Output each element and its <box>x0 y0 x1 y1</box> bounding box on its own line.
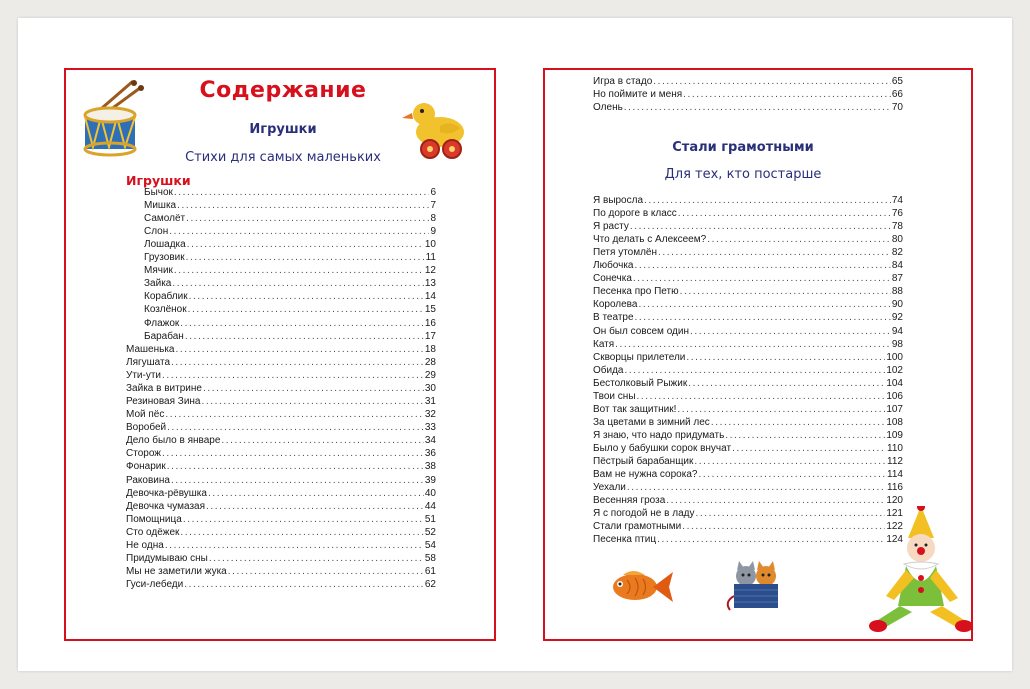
toc-dot-leader <box>209 552 424 565</box>
toc-entry <box>126 500 436 513</box>
toc-dot-leader <box>172 277 424 290</box>
toc-page-number: 10 <box>424 239 436 251</box>
toc-entry <box>126 434 436 447</box>
toc-page-number: 13 <box>424 278 436 290</box>
toc-dot-leader <box>658 246 891 259</box>
toc-dot-leader <box>624 101 891 114</box>
toc-entry-title: Флажок <box>144 317 180 329</box>
toc-dot-leader <box>177 199 429 212</box>
toc-dot-leader <box>635 259 891 272</box>
toc-page-number: 120 <box>886 495 903 507</box>
toc-dot-leader <box>638 298 890 311</box>
toc-entry-title: Песенка птиц <box>593 534 657 546</box>
toc-entry-title: Воробей <box>126 422 167 434</box>
toc-page-number: 30 <box>424 383 436 395</box>
toc-page-number: 106 <box>886 390 903 402</box>
toc-page-number: 70 <box>891 102 903 114</box>
toc-dot-leader <box>175 343 423 356</box>
toc-entry-title: Олень <box>593 102 623 114</box>
toc-entry <box>126 356 436 369</box>
group-label-toys: Игрушки <box>126 173 191 188</box>
toc-entry <box>144 212 436 225</box>
toc-page-number: 92 <box>891 312 903 324</box>
toc-entry-title: Я расту <box>593 221 629 233</box>
toc-dot-leader <box>228 565 424 578</box>
toc-entry <box>126 578 436 591</box>
toc-entry-title: Он был совсем один <box>593 325 689 337</box>
toc-dot-leader <box>221 434 423 447</box>
toc-entry-title: Но поймите и меня <box>593 89 683 101</box>
toc-entry-title: Бычок <box>144 187 173 198</box>
toc-dot-leader <box>677 403 885 416</box>
toc-page-number: 114 <box>887 469 903 481</box>
toc-entry-title: Дело было в январе <box>126 435 221 447</box>
toc-entry <box>593 494 903 507</box>
toc-page-number: 65 <box>891 76 903 87</box>
toc-page-number: 44 <box>424 500 436 512</box>
toc-entry-title: Весенняя гроза <box>593 495 666 507</box>
toc-dot-leader <box>171 474 424 487</box>
toc-entry-title: Я выросла <box>593 195 644 206</box>
toc-entry-title: Сонечка <box>593 273 632 285</box>
toc-dot-leader <box>635 311 891 324</box>
toc-dot-leader <box>690 325 891 338</box>
toc-page-number: 82 <box>891 247 903 259</box>
toc-entry <box>593 101 903 114</box>
toc-dot-leader <box>174 264 424 277</box>
toc-page-number: 34 <box>424 435 436 447</box>
toc-entry-title: Что делать с Алексеем? <box>593 234 707 246</box>
toc-entry <box>126 382 436 395</box>
toc-entry-title: Песенка про Петю <box>593 286 679 298</box>
toc-entry <box>593 194 903 207</box>
toc-entry <box>593 364 903 377</box>
toc-dot-leader <box>186 251 425 264</box>
toc-dot-leader <box>187 238 424 251</box>
toc-entry-title: Я с погодой не в ладу <box>593 508 695 520</box>
toc-entry <box>593 233 903 246</box>
toc-page-number: 122 <box>886 521 903 533</box>
toc-dot-leader <box>162 369 424 382</box>
toc-entry-title: За цветами в зимний лес <box>593 416 710 428</box>
subtitle-older: Для тех, кто постарше <box>664 167 822 182</box>
toc-entry <box>126 395 436 408</box>
toc-entry-title: Грузовик <box>144 252 185 264</box>
toc-entry-title: Обида <box>593 364 624 376</box>
toc-page-number: 80 <box>891 234 903 246</box>
toc-page-number: 100 <box>886 351 903 363</box>
toc-entry <box>126 565 436 578</box>
toc-entry <box>593 507 903 520</box>
toc-dot-leader <box>185 330 424 343</box>
toc-dot-leader <box>637 390 886 403</box>
toc-entry <box>593 533 903 546</box>
toc-dot-leader <box>171 356 424 369</box>
toc-dot-leader <box>682 520 885 533</box>
toc-dot-leader <box>615 338 891 351</box>
toc-page-number: 110 <box>887 442 903 454</box>
toc-entry <box>144 277 436 290</box>
toc-entry-title: В театре <box>593 312 634 324</box>
toc-dot-leader <box>208 487 424 500</box>
toc-entry <box>593 246 903 259</box>
toc-entry <box>126 421 436 434</box>
goldfish-icon <box>605 566 675 608</box>
subtitle-youngest: Стихи для самых маленьких <box>185 150 381 165</box>
toc-page-number: 15 <box>424 304 436 316</box>
toc-entry-title: Зайка в витрине <box>126 383 202 395</box>
toc-page-number: 12 <box>424 265 436 277</box>
toc-dot-leader <box>633 272 891 285</box>
toc-entry-title: Мячик <box>144 265 173 277</box>
toc-entry <box>593 351 903 364</box>
toc-dot-leader <box>711 416 886 429</box>
toc-page-number: 31 <box>424 396 436 408</box>
toc-entry <box>593 442 903 455</box>
toc-entry <box>126 474 436 487</box>
toc-page-number: 62 <box>424 578 436 590</box>
toc-entry-title: Я знаю, что надо придумать <box>593 429 725 441</box>
toc-dot-leader <box>180 317 424 330</box>
toc-page-number: 7 <box>430 200 436 212</box>
toc-dot-leader <box>625 364 886 377</box>
toc-dot-leader <box>698 468 886 481</box>
toc-entry <box>126 408 436 421</box>
toc-page-number: 61 <box>424 565 436 577</box>
toc-entry-title: Фонарик <box>126 461 166 473</box>
toc-dot-leader <box>657 533 885 546</box>
toc-page-number: 9 <box>430 226 436 238</box>
toc-entry-title: Барабан <box>144 330 184 342</box>
toc-entry <box>144 330 436 343</box>
toc-dot-leader <box>695 507 885 520</box>
section-title-toys: Игрушки <box>249 122 317 137</box>
toc-entry-title: Девочка-рёвушка <box>126 487 207 499</box>
toc-dot-leader <box>644 194 891 207</box>
toc-page-number: 98 <box>891 338 903 350</box>
toc-page-number: 90 <box>891 299 903 311</box>
toc-entry-title: Пёстрый барабанщик <box>593 456 694 467</box>
toc-entry <box>126 526 436 539</box>
toc-entry <box>593 403 903 416</box>
toc-page-number: 87 <box>891 273 903 285</box>
toc-entry <box>126 513 436 526</box>
toc-dot-leader <box>686 351 885 364</box>
toc-page-number: 109 <box>886 429 903 441</box>
toc-dot-leader <box>732 442 886 455</box>
toc-dot-leader <box>183 513 424 526</box>
toc-page-number: 8 <box>430 213 436 225</box>
toc-dot-leader <box>203 382 424 395</box>
toc-entry-title: Раковина <box>126 474 170 486</box>
toc-page-number: 51 <box>424 513 436 525</box>
toc-page-number: 121 <box>886 508 903 520</box>
toc-entry <box>593 377 903 390</box>
toc-entry <box>144 199 436 212</box>
toc-entry <box>593 325 903 338</box>
toc-page-number: 29 <box>424 370 436 382</box>
toc-page-number: 58 <box>424 552 436 564</box>
toc-dot-leader <box>167 460 424 473</box>
toc-page-number: 28 <box>424 357 436 369</box>
toc-entry <box>126 487 436 500</box>
toc-entry-title: Стали грамотными <box>593 521 682 533</box>
toc-entry <box>593 416 903 429</box>
toc-page-number: 76 <box>891 208 903 220</box>
toc-dot-leader <box>174 186 430 199</box>
toc-entry-title: Мой пёс <box>126 409 165 421</box>
toc-entry-title: Любочка <box>593 260 634 272</box>
toc-page-number: 6 <box>430 187 436 198</box>
toc-entry-title: Слон <box>144 226 169 238</box>
toc-entry <box>126 552 436 565</box>
toc-page-number: 108 <box>886 416 903 428</box>
toc-entry <box>144 225 436 238</box>
section-title-literate: Стали грамотными <box>672 140 814 155</box>
toc-entry <box>593 311 903 324</box>
toc-entry <box>593 338 903 351</box>
toc-dot-leader <box>206 500 424 513</box>
toc-entry <box>593 88 903 101</box>
toc-entry <box>126 447 436 460</box>
toc-entry <box>144 317 436 330</box>
toc-entry-title: Кораблик <box>144 291 188 303</box>
toc-page-number: 39 <box>424 474 436 486</box>
toc-entry-title: Петя утомлён <box>593 247 658 259</box>
toc-entry-title: Было у бабушки сорок внучат <box>593 442 732 454</box>
toc-entry <box>126 369 436 382</box>
toc-dot-leader <box>678 207 891 220</box>
toc-entry-title: Уехали <box>593 482 626 494</box>
toc-dot-leader <box>188 303 424 316</box>
toc-entry <box>593 298 903 311</box>
toc-page-number: 33 <box>424 422 436 434</box>
toc-dot-leader <box>683 88 891 101</box>
toc-dot-leader <box>694 455 886 468</box>
toc-entry-title: Придумываю сны <box>126 552 208 564</box>
toc-page-number: 38 <box>424 461 436 473</box>
toc-dot-leader <box>186 212 429 225</box>
toc-dot-leader <box>165 408 424 421</box>
toc-dot-leader <box>725 429 885 442</box>
toc-entry-title: Самолёт <box>144 213 186 225</box>
toc-entry-title: Мы не заметили жука <box>126 565 227 577</box>
toc-page-number: 102 <box>886 364 903 376</box>
toc-page-number: 116 <box>887 482 903 494</box>
toc-dot-leader <box>180 526 423 539</box>
toc-page-number: 14 <box>424 291 436 303</box>
toc-entry-title: Лошадка <box>144 239 186 251</box>
toc-dot-leader <box>707 233 891 246</box>
toc-page-number: 16 <box>424 317 436 329</box>
toc-dot-leader <box>169 225 429 238</box>
toc-entry <box>593 220 903 233</box>
toc-entry <box>593 207 903 220</box>
toc-entry <box>126 343 436 356</box>
toc-page-number: 18 <box>424 344 436 355</box>
toc-page-number: 52 <box>424 526 436 538</box>
toc-entry <box>144 303 436 316</box>
toc-entry <box>593 481 903 494</box>
toc-entry <box>144 186 436 199</box>
toc-entry-title: Лягушата <box>126 357 171 369</box>
toc-dot-leader <box>184 578 424 591</box>
toc-entry-title: Твои сны <box>593 390 636 402</box>
toc-entry-title: Мишка <box>144 200 177 212</box>
toc-page-number: 11 <box>425 252 436 264</box>
toc-page-number: 84 <box>891 260 903 272</box>
toc-entry-title: Скворцы прилетели <box>593 351 686 363</box>
toc-entry-title: Не одна <box>126 539 164 551</box>
drum-icon <box>80 80 150 160</box>
toc-page-number: 66 <box>891 89 903 101</box>
clown-doll-icon <box>866 506 976 636</box>
toc-entry-title: Гуси-лебеди <box>126 578 184 590</box>
toc-dot-leader <box>627 481 886 494</box>
toc-entry <box>593 429 903 442</box>
toc-entry <box>126 539 436 552</box>
toy-duck-icon <box>402 96 472 164</box>
toc-entry <box>593 455 903 468</box>
toc-entry <box>593 259 903 272</box>
toc-entry-title: Девочка чумазая <box>126 500 206 512</box>
toc-entry-title: Ути-ути <box>126 370 162 382</box>
toc-page-number: 124 <box>886 534 903 546</box>
book-spread <box>18 18 1012 671</box>
toc-dot-leader <box>202 395 424 408</box>
toc-dot-leader <box>165 539 424 552</box>
toc-entry-title: Зайка <box>144 278 172 290</box>
toc-dot-leader <box>630 220 891 233</box>
toc-entry-title: Катя <box>593 338 615 350</box>
kittens-in-basket-icon <box>722 558 792 614</box>
toc-entry <box>144 264 436 277</box>
toc-page-number: 88 <box>891 286 903 298</box>
page-title: Содержание <box>199 78 367 103</box>
toc-entry-title: Сторож <box>126 448 161 460</box>
toc-dot-leader <box>162 447 424 460</box>
toc-page-number: 17 <box>424 330 436 342</box>
toc-page-number: 40 <box>424 487 436 499</box>
toc-entry <box>593 468 903 481</box>
toc-entry <box>593 390 903 403</box>
toc-page-number: 74 <box>891 195 903 206</box>
toc-entry-title: По дороге в класс <box>593 208 677 220</box>
toc-page-number: 112 <box>887 456 903 467</box>
toc-dot-leader <box>680 285 891 298</box>
toc-dot-leader <box>167 421 424 434</box>
toc-entry-title: Королева <box>593 299 638 311</box>
toc-page-number: 94 <box>891 325 903 337</box>
toc-page-number: 36 <box>424 448 436 460</box>
toc-entry <box>593 75 903 88</box>
toc-entry-title: Бестолковый Рыжик <box>593 377 688 389</box>
toc-page-number: 104 <box>886 377 903 389</box>
toc-dot-leader <box>688 377 885 390</box>
toc-page-number: 78 <box>891 221 903 233</box>
toc-entry-title: Вам не нужна сорока? <box>593 469 698 481</box>
toc-entry <box>593 520 903 533</box>
toc-entry-title: Козлёнок <box>144 304 187 316</box>
toc-entry <box>126 460 436 473</box>
toc-dot-leader <box>666 494 885 507</box>
toc-entry-title: Вот так защитник! <box>593 403 677 415</box>
toc-dot-leader <box>653 75 891 88</box>
toc-entry <box>144 238 436 251</box>
toc-dot-leader <box>189 290 424 303</box>
toc-entry <box>593 272 903 285</box>
toc-entry <box>144 290 436 303</box>
toc-entry <box>144 251 436 264</box>
toc-entry-title: Помощница <box>126 513 182 525</box>
toc-entry-title: Машенька <box>126 344 175 355</box>
toc-entry <box>593 285 903 298</box>
toc-entry-title: Сто одёжек <box>126 526 180 538</box>
toc-page-number: 107 <box>886 403 903 415</box>
toc-entry-title: Резиновая Зина <box>126 396 201 408</box>
toc-entry-title: Игра в стадо <box>593 76 653 87</box>
toc-page-number: 32 <box>424 409 436 421</box>
toc-page-number: 54 <box>424 539 436 551</box>
